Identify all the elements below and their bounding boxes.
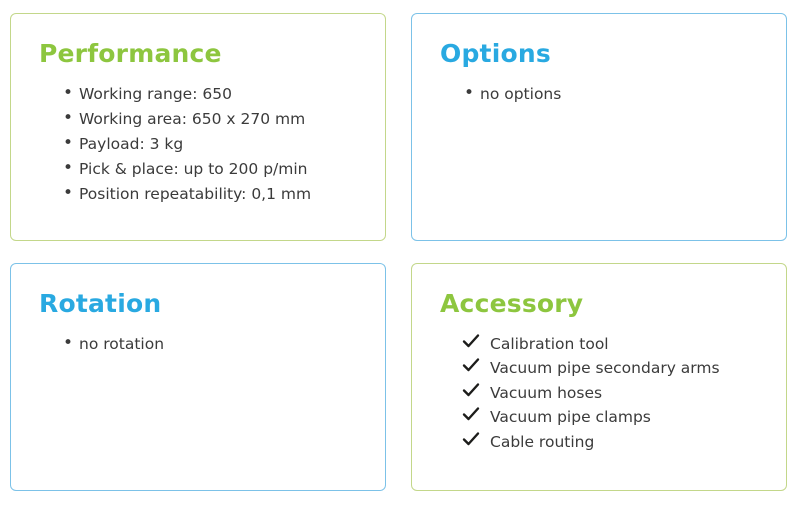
list-item: • Position repeatability: 0,1 mm [63, 182, 363, 207]
list-item: • no rotation [63, 332, 363, 357]
list-item-label: Calibration tool [490, 334, 609, 353]
list-item [462, 405, 764, 430]
accessory-card [411, 263, 787, 491]
performance-card [10, 13, 386, 241]
performance-card-title: Performance [39, 39, 222, 68]
rotation-card [10, 263, 386, 491]
options-list [434, 82, 764, 107]
options-card-title: Options [440, 39, 551, 68]
list-item [462, 356, 764, 381]
rotation-card-title: Rotation [39, 289, 162, 318]
list-item: • Pick & place: up to 200 p/min [63, 157, 363, 182]
rotation-list [33, 332, 363, 357]
list-item [462, 332, 764, 357]
list-item-label: Vacuum pipe secondary arms [490, 359, 720, 377]
accessory-card-title: Accessory [440, 289, 584, 318]
list-item: • no options [464, 82, 764, 107]
list-item-label: Vacuum hoses [490, 383, 603, 402]
check-icon [462, 356, 480, 374]
list-item: • Working range: 650 [63, 82, 363, 107]
check-icon [462, 381, 480, 399]
performance-list [33, 82, 363, 207]
list-item [462, 381, 764, 406]
check-icon [462, 332, 480, 350]
list-item-label: Cable routing [490, 432, 595, 451]
list-item [462, 430, 764, 455]
check-icon [462, 405, 480, 423]
check-icon [462, 430, 480, 448]
list-item-label: Vacuum pipe clamps [490, 408, 651, 426]
list-item: • Payload: 3 kg [63, 132, 363, 157]
spec-cards-grid [10, 13, 788, 491]
options-card [411, 13, 787, 241]
list-item: • Working area: 650 x 270 mm [63, 107, 363, 132]
accessory-list [434, 332, 764, 455]
